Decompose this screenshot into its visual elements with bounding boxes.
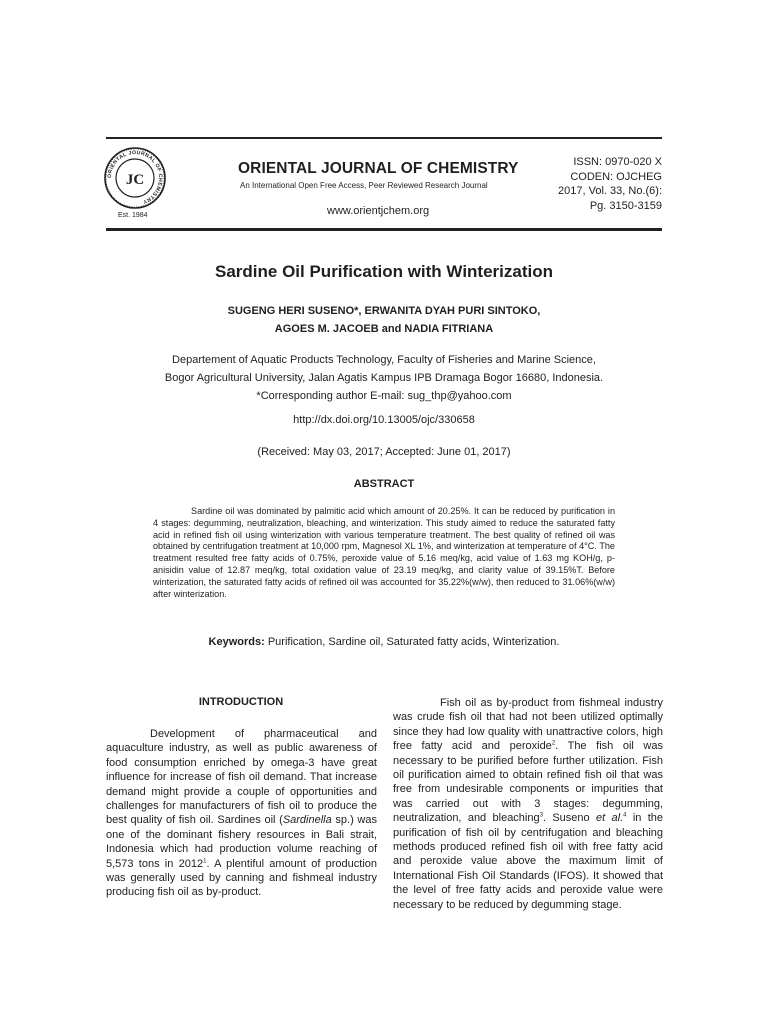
authors: [0, 302, 768, 338]
et-al: et al.: [596, 812, 624, 825]
journal-subtitle: An International Open Free Access, Peer Reviewed Research Journal: [240, 181, 488, 190]
corresponding-author: *Corresponding author E-mail: sug_thp@yahoo.com: [256, 390, 512, 402]
issn: ISSN: 0970-020 X: [573, 156, 662, 168]
affiliation: [0, 351, 768, 405]
header-bottom-rule: [106, 228, 662, 231]
authors-line-1: SUGENG HERI SUSENO*, ERWANITA DYAH PURI SINTOKO,: [227, 305, 541, 317]
introduction-heading: INTRODUCTION: [198, 696, 284, 708]
keywords-list: Purification, Sardine oil, Saturated fatty acids, Winterization.: [267, 636, 560, 648]
keywords: [0, 636, 768, 648]
established-label: Est. 1984: [118, 212, 148, 219]
keywords-label: Keywords:: [208, 636, 265, 648]
journal-name: ORIENTAL JOURNAL OF CHEMISTRY: [238, 160, 519, 177]
intro-paragraph-right: Fish oil as by-product from fishmeal industry was crude fish oil that had not been utilized optimally since they had low quality with unattractive colors, high free fatty acid and peroxide$^2$. The fish oil was necessary to be purified before further utilization. Fish oil purification aimed to obtain refined fish oil that was free from undesirable components or impurities that was carried out with 3 stages: degumming, neutralization, and bleaching$^3$. Suseno et al.$^4$ in the purification of fish oil by centrifugation and bleaching methods produced refined fish oil with free fatty acid and peroxide value above the maximum limit of International Fish Oil Standards (IFOS). It showed that the level of free fatty acids and peroxide value were necessary to be reduced by degumming stage.: [393, 697, 664, 911]
journal-meta: [558, 155, 662, 213]
affiliation-line-1: Departement of Aquatic Products Technology, Faculty of Fisheries and Marine Science,: [172, 354, 596, 366]
abstract-text: Sardine oil was dominated by palmitic acid which amount of 20.25%. It can be reduced by purification in 4 stages: degumming, neutralization, bleaching, and winterization. This study aimed to reduce the saturated fatty acid in refined fish oil using winterization with various temperature treatment. The best quality of refined oil was obtained by centrifugation treatment at 10,000 rpm, Magnesol XL 1%, and winterization at temperature of 4°C. The treatment resulted free fatty acids of 0.75%, peroxide value of 5.16 meq/kg, acid value of 1.63 mg KOH/g, p-anisidin value of 12.87 meq/kg, total oxidation value of 23.19 meq/kg, and clarity value of 39.15%T. Before winterization, the saturated fatty acids of refined oil was accounted for 35.22%(w/w), then reduced to 31.06%(w/w) after winterization.: [153, 506, 615, 599]
intro-paragraph-left: Development of pharmaceutical and aquaculture industry, as well as public awareness of food consumption enriched by omega-3 have great influence for increase of fish oil demand. That increase demand might provide a couple of opportunities and challenges for manufacturers of fish oil to produce the best quality of fish oil. Sardines oil (Sardinella sp.) was one of the dominant fishery resources in Bali strait, Indonesia which had production volume reaching of 5,573 tons in 2012$^1$. A plentiful amount of production was generally used by canning and fishmeal industry producing fish oil as by-product.: [106, 728, 377, 899]
species-name: Sardinella: [282, 814, 332, 827]
volume: 2017, Vol. 33, No.(6):: [558, 185, 662, 197]
received-dates: (Received: May 03, 2017; Accepted: June 01, 2017): [257, 446, 511, 458]
journal-logo: [103, 146, 167, 210]
authors-line-2: AGOES M. JACOEB and NADIA FITRIANA: [274, 323, 494, 335]
article-title: Sardine Oil Purification with Winterization: [215, 262, 553, 281]
logo-initials: JC: [125, 172, 145, 188]
header-top-rule: [106, 137, 662, 139]
ref-2: 2: [551, 740, 556, 747]
ref-4: 4: [623, 812, 627, 819]
doi-link[interactable]: http://dx.doi.org/10.13005/ojc/330658: [293, 414, 475, 426]
ref-1: 1: [203, 858, 207, 864]
abstract-heading: ABSTRACT: [353, 478, 415, 490]
coden: CODEN: OJCHEG: [570, 170, 662, 183]
journal-website[interactable]: www.orientjchem.org: [327, 205, 430, 217]
ref-3: 3: [539, 812, 543, 819]
affiliation-line-2: Bogor Agricultural University, Jalan Agatis Kampus IPB Dramaga Bogor 16680, Indonesia.: [164, 372, 604, 384]
pages: Pg. 3150-3159: [589, 199, 662, 212]
logo-ring-text: ORIENTAL JOURNAL OF CHEMISTRY: [106, 149, 164, 205]
